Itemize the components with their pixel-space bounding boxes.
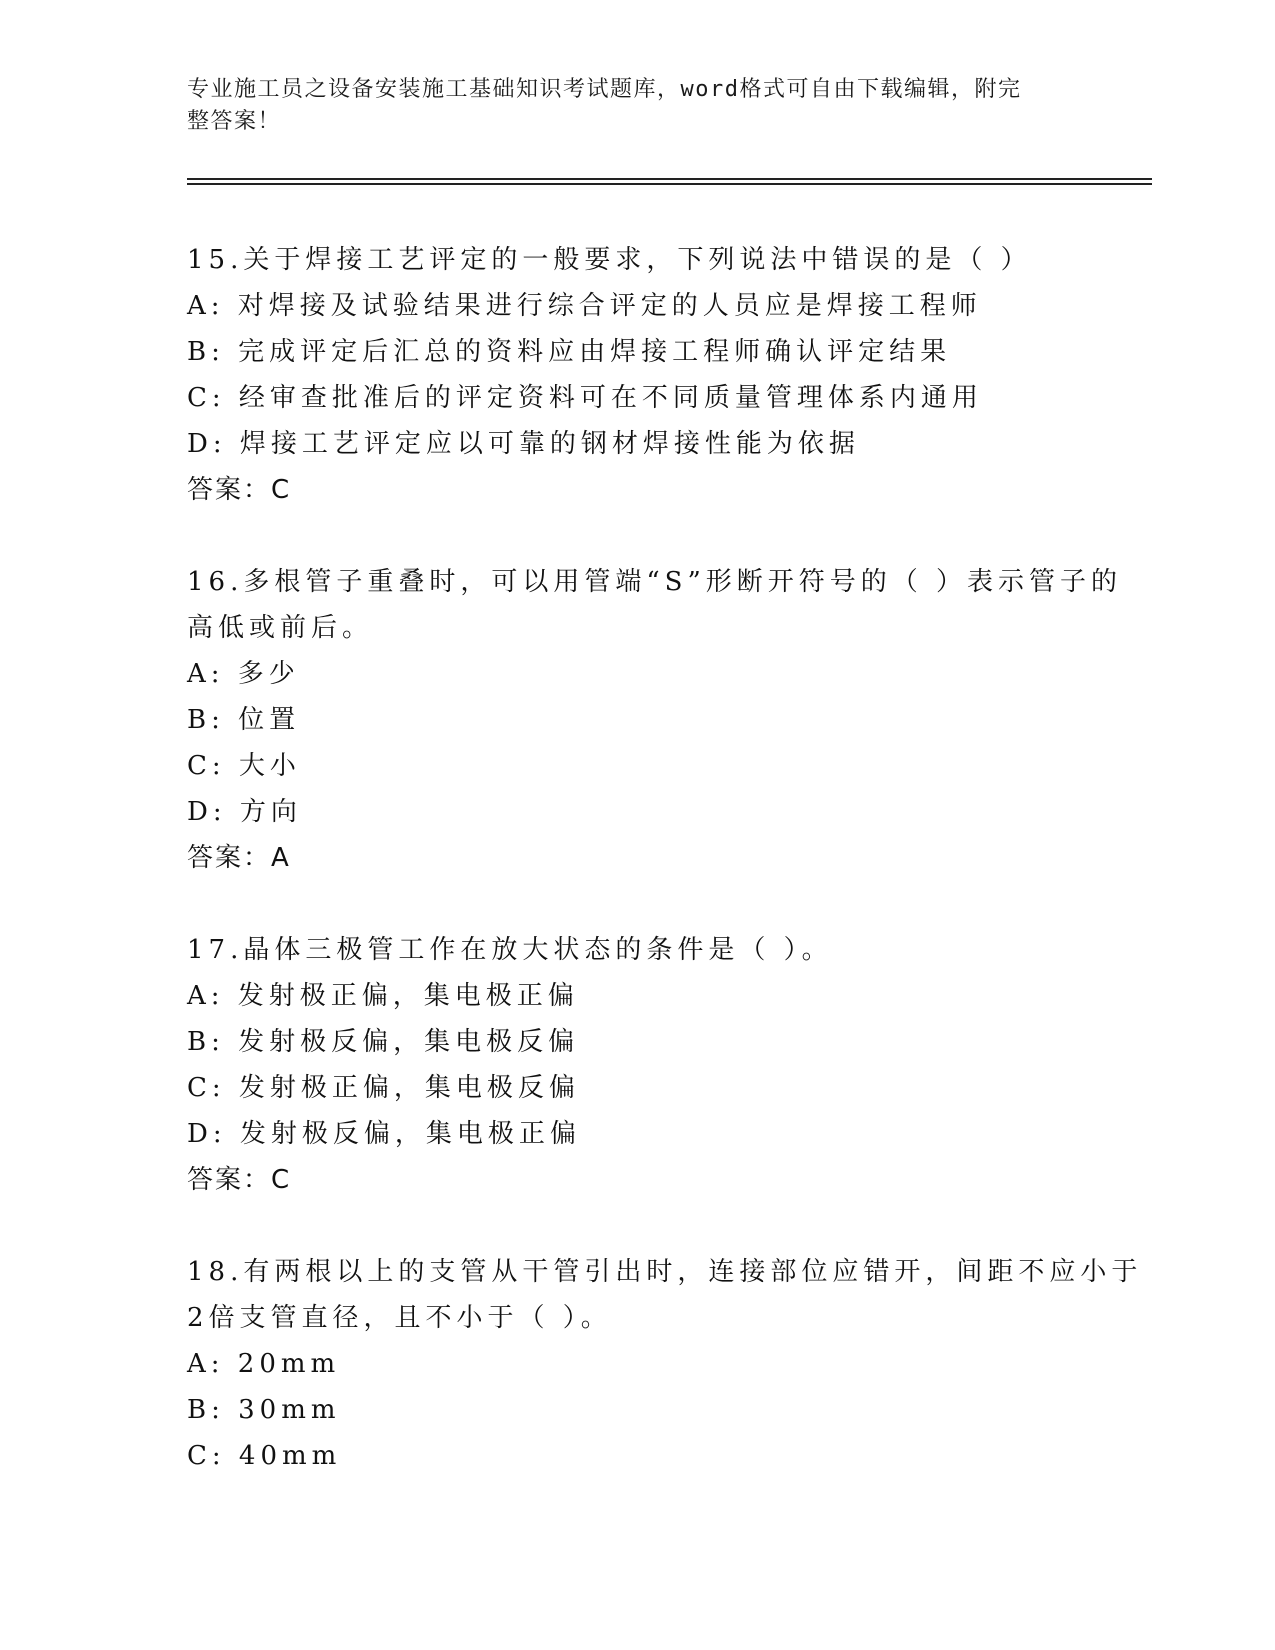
option-a: A: 发射极正偏，集电极正偏 [187,981,579,1011]
header-line-1: 专业施工员之设备安装施工基础知识考试题库，word格式可自由下载编辑，附完 [187,77,1022,102]
option-a: A: 对焊接及试验结果进行综合评定的人员应是焊接工程师 [187,291,982,321]
question-stem: 15.关于焊接工艺评定的一般要求，下列说法中错误的是（ ） [187,245,1032,275]
answer-label: 答案：C [187,475,292,505]
option-c: C: 40mm [187,1441,342,1471]
option-a: A: 多少 [187,659,300,689]
option-d: D: 发射极反偏，集电极正偏 [187,1119,581,1149]
option-c: C: 大小 [187,751,301,781]
question-stem-continued: 2倍支管直径，且不小于（ ）。 [187,1303,612,1333]
header-divider-top [187,178,1152,180]
option-c: C: 经审查批准后的评定资料可在不同质量管理体系内通用 [187,383,983,413]
answer-label: 答案：A [187,843,291,873]
question-stem: 18.有两根以上的支管从干管引出时，连接部位应错开，间距不应小于 [187,1257,1143,1287]
option-c: C: 发射极正偏，集电极反偏 [187,1073,580,1103]
option-d: D: 焊接工艺评定应以可靠的钢材焊接性能为依据 [187,429,860,459]
question-18 [187,1249,1143,1479]
question-stem: 16.多根管子重叠时，可以用管端“S”形断开符号的（ ）表示管子的 [187,567,1123,597]
question-17 [187,927,1087,1203]
option-b: B: 发射极反偏，集电极反偏 [187,1027,580,1057]
header-divider-bottom [187,183,1152,185]
document-header [187,74,1067,138]
question-15 [187,237,1087,513]
question-stem-continued: 高低或前后。 [187,613,374,643]
option-b: B: 30mm [187,1395,341,1425]
option-b: B: 位置 [187,705,301,735]
question-list [187,237,1143,1525]
option-b: B: 完成评定后汇总的资料应由焊接工程师确认评定结果 [187,337,952,367]
question-16 [187,559,1123,881]
option-d: D: 方向 [187,797,302,827]
question-stem: 17.晶体三极管工作在放大状态的条件是（ ）。 [187,935,833,965]
option-a: A: 20mm [187,1349,341,1379]
header-line-2: 整答案！ [187,109,282,134]
answer-label: 答案：C [187,1165,292,1195]
